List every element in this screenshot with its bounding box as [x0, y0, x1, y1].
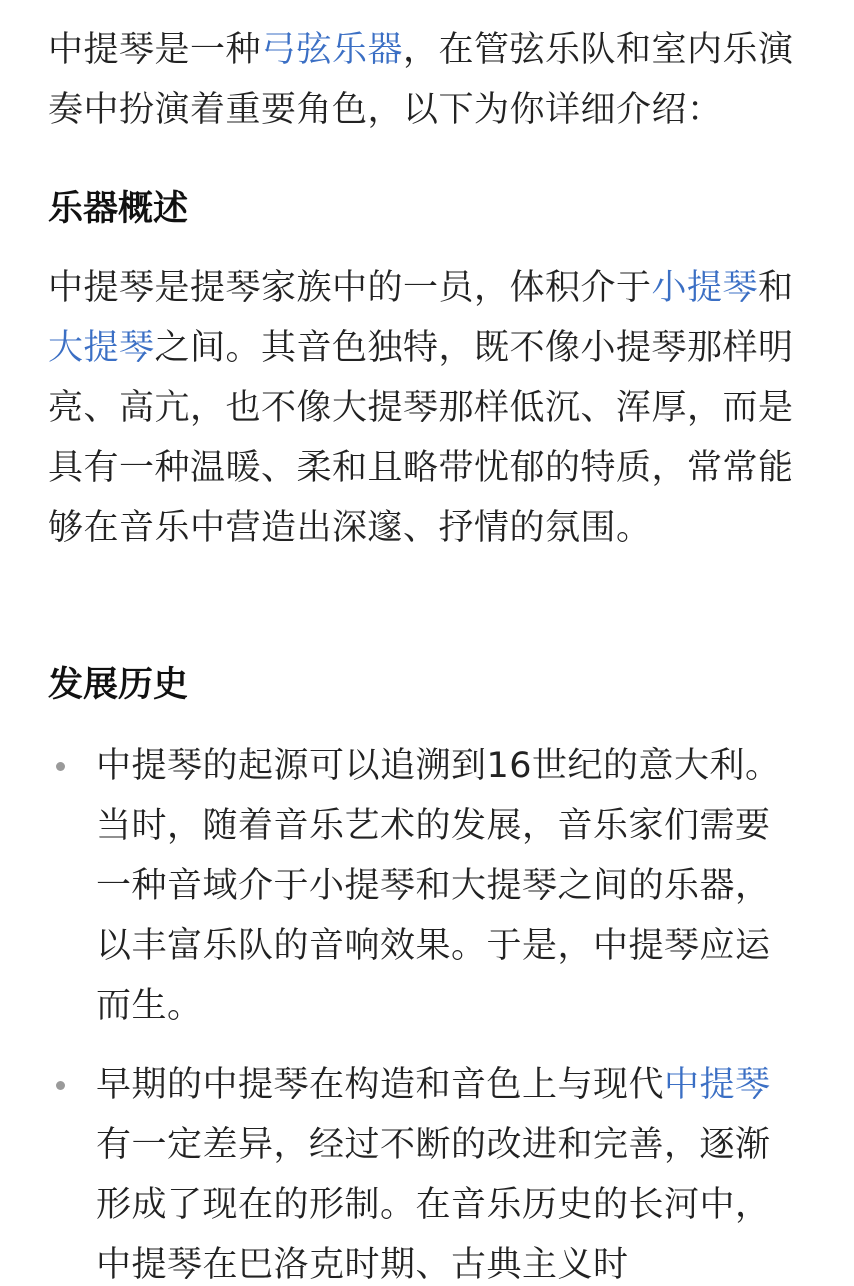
overview-text-1: 中提琴是提琴家族中的一员，体积介于: [48, 268, 652, 308]
intro-text-2: ，在管弦乐队和室内乐演奏中扮演着重要角色，以下为你详细介绍：: [48, 30, 794, 130]
history-bullet-2-text-1: 早期的中提琴在构造和音色上与现代: [96, 1065, 665, 1105]
intro-paragraph: [48, 20, 808, 140]
link-viola[interactable]: 中提琴: [664, 1065, 771, 1105]
overview-paragraph: [48, 258, 808, 558]
section-title-overview: 乐器概述: [48, 189, 189, 229]
section-title-history: 发展历史: [48, 665, 189, 705]
link-cello[interactable]: 大提琴: [48, 328, 155, 368]
overview-text-3: 之间。其音色独特，既不像小提琴那样明亮、高亢，也不像大提琴那样低沉、浑厚，而是具有一种温暖、柔和且略带忧郁的特质，常常能够在音乐中营造出深邃、抒情的氛围。: [48, 328, 794, 548]
link-violin[interactable]: 小提琴: [651, 268, 759, 308]
intro-text-1: 中提琴是一种: [48, 30, 262, 70]
link-bowed-string-instrument[interactable]: 弓弦乐器: [261, 30, 404, 70]
bullet-dot-icon: [56, 1081, 65, 1090]
list-item: [48, 736, 808, 1036]
bullet-dot-icon: [56, 762, 65, 771]
history-bullet-1-text: 中提琴的起源可以追溯到16世纪的意大利。当时，随着音乐艺术的发展，音乐家们需要一种音域介于小提琴和大提琴之间的乐器，以丰富乐队的音响效果。于是，中提琴应运而生。: [96, 746, 781, 1026]
overview-text-2: 和: [758, 268, 794, 308]
list-item: [48, 1055, 808, 1286]
history-bullet-2-text: [96, 1055, 786, 1286]
history-bullet-2-text-2: 有一定差异，经过不断的改进和完善，逐渐形成了现在的形制。在音乐历史的长河中，中提琴在巴洛克时期、古典主义时: [96, 1125, 771, 1285]
